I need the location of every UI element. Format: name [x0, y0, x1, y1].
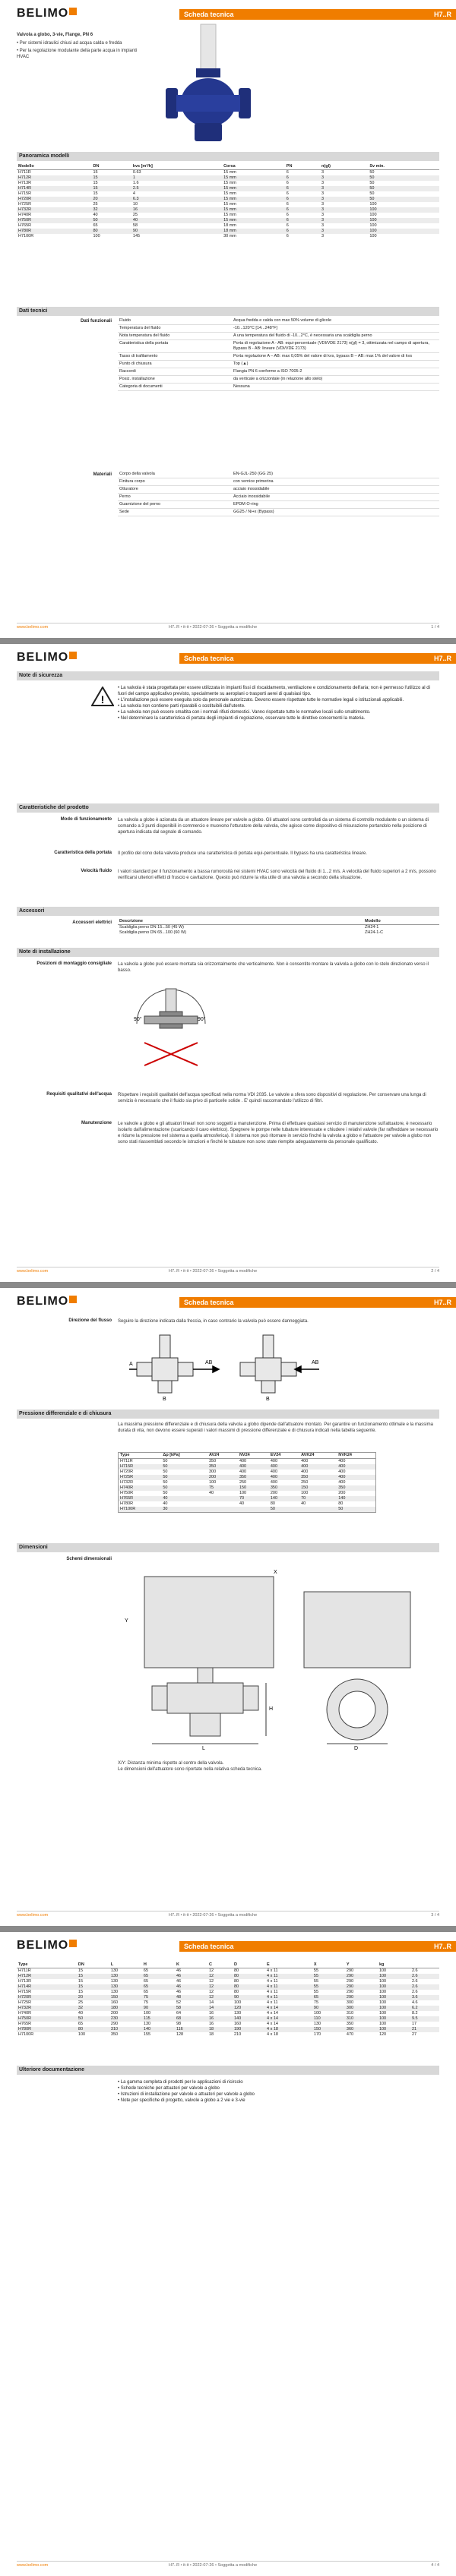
- spec-row: Fluido Acqua fredda e calda con max 50% volume di glicole: [118, 317, 439, 325]
- svg-text:90°: 90°: [198, 1017, 206, 1022]
- spec-row: Raccordi Flangia PN 6 conforme a ISO 7005-2: [118, 368, 439, 376]
- dimensions-table: [17, 1962, 439, 2038]
- header-band: Scheda tecnica H7..R: [179, 1297, 456, 1308]
- dp-table-row: H740R 50 75 150 350 150 350: [119, 1485, 376, 1491]
- svg-text:H: H: [269, 1706, 274, 1712]
- page-header: [17, 1294, 451, 1311]
- dp-table-row: H7100R 30 50 50: [119, 1507, 376, 1513]
- feature-label: Modo di funzionamento: [60, 817, 112, 822]
- page-footer: www.belimo.com H7..R • it-it • 2022-07-26 • Soggetta a modifiche 2 / 4: [17, 1267, 439, 1274]
- mounting-positions-diagram: [129, 978, 213, 1069]
- models-table-row: H720R 20 6.3 15 mm 6 3 50: [17, 197, 439, 202]
- belimo-logo: BELIMO: [17, 6, 77, 21]
- dimensions-table-header: Type DN L H K C D E X Y kg: [17, 1962, 439, 1968]
- dp-table: [118, 1452, 376, 1513]
- dp-table-header: Type Δp [kPa] AV24 NV24 EV24 AVK24 NVK24: [119, 1453, 376, 1459]
- models-table-row: H725R 25 10 15 mm 6 3 100: [18, 202, 377, 207]
- section-tech: Dati tecnici: [17, 307, 439, 316]
- svg-text:D: D: [354, 1746, 359, 1751]
- dp-text: La massima pressione differenziale e di chiusura della valvola a globo dipende dall'attuatore montato. Per garantire un funzionamento ottimale e la massima durata di vita, non devono essere superati i valori massimi di pressione differenziale e di chiusura indicati nella tabella seguente.: [118, 1422, 433, 1433]
- section-differential-pressure: Pressione differenziale e di chiusura: [17, 1410, 439, 1419]
- valve-product-image: [163, 23, 254, 144]
- functional-table: [118, 317, 439, 391]
- flow-direction-label: Direzione del flusso: [68, 1318, 112, 1323]
- footer-link[interactable]: www.belimo.com: [17, 2563, 49, 2568]
- page-1: [0, 0, 456, 638]
- belimo-logo: BELIMO: [17, 650, 77, 665]
- spec-row: Punto di chiusura Top (▲): [118, 361, 439, 368]
- section-features: Caratteristiche del prodotto: [17, 803, 439, 813]
- dp-table-row: H732R 50 100 250 400 250 400: [120, 1480, 346, 1485]
- feature-text: I valori standard per il funzionamento a bassa rumorosità nei sistemi HVAC sono velocità del fluido di 1...2 m/s. A velocità del fluido superiori a 2 m/s, possono verificarsi ulteriori effetti di fruscio e cavitazione. Questo può ridurre la vita utile di una valvola a secondo della situazione.: [118, 870, 436, 880]
- svg-text:AB: AB: [312, 1360, 319, 1365]
- dimension-drawings-label: Schemi dimensionali: [66, 1557, 112, 1561]
- spec-row: Caratteristica della portata Porta di regolazione A - AB: equi-percentuale (VDI/VDE 2173) n(gl) = 3, ottimizzata nel campo di apertura, Bypass B - AB: lineare (VDI/VDE 2173): [118, 340, 439, 353]
- models-table-row: H780R 80 90 18 mm 6 3 100: [17, 229, 439, 234]
- models-table-row: H740R 40 25 15 mm 6 3 100: [18, 213, 377, 217]
- dimensions-table-row: H750R 50 230 115 68 16 140 4 x 14 110 310 100 9.5: [17, 2016, 439, 2022]
- dimensions-table-row: H712R 15 130 65 46 12 80 4 x 11 55 290 100 2.6: [17, 1974, 439, 1979]
- install-position-text: La valvola a globo può essere montata sia orizzontalmente che verticalmente. Non è consentito montare la valvola a globo con lo stelo direzionato verso il basso.: [118, 962, 429, 973]
- dimensions-table-row: H732R 32 180 90 58 14 120 4 x 14 90 300 100 6.2: [17, 2006, 439, 2011]
- models-table-row: H7100R 100 145 30 mm 6 3 100: [18, 234, 377, 238]
- page-footer: www.belimo.com H7..R • it-it • 2022-07-26 • Soggetta a modifiche 1 / 4: [17, 623, 439, 630]
- page-4: [0, 1932, 456, 2576]
- models-table-row: H732R 32 16 15 mm 6 3 100: [17, 207, 439, 213]
- product-intro: Valvola a globo, 3-vie, Flange, PN 6 • Per sistemi idraulici chiusi ad acqua calda e fredda • Per la regolazione modulante della parte acqua in impianti HVAC: [17, 33, 138, 59]
- feature-label: Velocità fluido: [81, 869, 112, 873]
- spec-row: Sede GG25 / Ni+x (Bypass): [118, 509, 439, 516]
- svg-text:B: B: [266, 1397, 270, 1402]
- group-functional: Dati funzionali: [81, 319, 112, 324]
- svg-text:L: L: [202, 1746, 205, 1751]
- footer-link[interactable]: www.belimo.com: [17, 1913, 49, 1918]
- spec-row: Nota temperatura del fluido A una temperatura del fluido di -10...2°C, è necessaria una scaldiglia perno: [118, 333, 439, 340]
- page-header: [17, 650, 451, 667]
- dp-table-row: H715R 50 350 400 400 400 400: [119, 1464, 376, 1470]
- svg-text:X: X: [274, 1570, 277, 1575]
- dimensions-table-row: H765R 65 290 130 98 16 160 4 x 14 130 350 100 17: [18, 2022, 417, 2026]
- dp-table-row: H725R 50 200 350 400 350 400: [119, 1475, 376, 1480]
- dimensions-table-row: H740R 40 200 100 64 16 130 4 x 14 100 310 100 8.2: [18, 2011, 418, 2016]
- dp-table-row: H720R 50 300 400 400 400 400: [120, 1470, 346, 1474]
- spec-row: Guarnizione del perno EPDM O-ring: [118, 501, 439, 509]
- belimo-logo: BELIMO: [17, 1938, 77, 1953]
- header-band: Scheda tecnica H7..R: [179, 653, 456, 664]
- further-docs-list: • La gamma completa di prodotti per le applicazioni di ricircolo • Schede tecniche per attuatori per valvole a globo • Istruzioni di installazione per valvole e attuatori per valvole a globo • Note per specifiche di progetto, valvole a globo a 2 vie e 3-vie: [118, 2079, 439, 2104]
- dimension-note: X/Y: Distanza minima rispetto al centro della valvola.: [118, 1761, 224, 1766]
- spec-row: Otturatore acciaio inossidabile: [118, 486, 439, 494]
- page-footer: www.belimo.com H7..R • it-it • 2022-07-26 • Soggetta a modifiche 4 / 4: [17, 2561, 439, 2568]
- spec-row: Finitura corpo con vernice primerina: [118, 478, 439, 486]
- page-2: [0, 644, 456, 1282]
- dimensions-table-row: H713R 15 130 65 46 12 80 4 x 11 55 290 100 2.6: [18, 1979, 418, 1984]
- section-further-docs: Ulteriore documentazione: [17, 2066, 439, 2075]
- group-electrical-accessories: Accessori elettrici: [72, 920, 112, 925]
- svg-text:Y: Y: [125, 1618, 128, 1624]
- dimension-note: Le dimensioni dell'attuatore sono riportate nella relativa scheda tecnica.: [118, 1767, 262, 1772]
- dimensions-table-row: H711R 15 130 65 46 12 80 4 x 11 55 290 100 2.6: [18, 1968, 418, 1973]
- flow-direction-diagram: [129, 1332, 327, 1402]
- dp-table-row: H750R 50 40 100 200 100 200: [120, 1491, 346, 1495]
- section-installation: Note di installazione: [17, 948, 439, 957]
- dimensions-table-row: H715R 15 130 65 46 12 80 4 x 11 55 290 100 2.6: [18, 1990, 418, 1994]
- footer-link[interactable]: www.belimo.com: [17, 1269, 49, 1274]
- section-safety: Note di sicurezza: [17, 671, 439, 680]
- section-dimensions: Dimensioni: [17, 1543, 439, 1552]
- accessories-table: Descrizione Modello Scaldiglia perno DN 15...50 (45 W) ZH24-1 Scaldiglia perno DN 65...100 (60 W) ZH24-1-C: [118, 919, 439, 936]
- svg-text:A: A: [129, 1362, 133, 1367]
- water-quality-text: Rispettare i requisiti qualitativi dell'acqua specificati nella norma VDI 2035. Le valvole a sfera sono dispositivi di regolazione. Per conservare una lunga di servizio è necessario che il fluido sia privo di particelle solide . E' quindi raccomandato l'utilizzo di filtri.: [118, 1093, 426, 1103]
- dimension-drawing: [122, 1561, 426, 1751]
- svg-text:90°: 90°: [134, 1017, 142, 1022]
- models-table-row: H711R 15 0.63 15 mm 6 3 50: [18, 170, 375, 175]
- belimo-logo: BELIMO: [17, 1294, 77, 1309]
- models-table-row: H714R 15 2.5 15 mm 6 3 50: [17, 186, 439, 191]
- maintenance-text: Le valvole a globo e gli attuatori lineari non sono soggetti a manutenzione. Prima di effettuare qualsiasi servizio di manutenzione sull'attuatore, è necessario isolarlo dall'alimentazione (scaricando il cavo elettrico). Spegnere le pompe nelle tubature interessate e chiudere i relativi valvole (far raffreddare se necessario e ridurre la pressione nel sistema a quella atmosferica). Il sistema non può ritornare in servizio finché la valvola a globo e l'attuatore per valvole a globo non sono stati riassemblati secondo le istruzioni e finché le tubature non sono state riempite adeguatamente da personale qualificato.: [118, 1122, 439, 1144]
- spec-row: Temperatura del fluido -10...120°C [14...248°F]: [118, 325, 439, 333]
- svg-text:B: B: [163, 1397, 166, 1402]
- spec-row: Categoria di documenti Nessuna: [118, 384, 439, 391]
- spec-row: Perno Acciaio inossidabile: [118, 494, 439, 501]
- models-table-row: H750R 50 40 15 mm 6 3 100: [17, 218, 439, 223]
- group-materials: Materiali: [93, 472, 112, 477]
- dimensions-table-row: H720R 20 150 75 48 12 90 4 x 11 65 290 100 3.6: [17, 1995, 439, 2000]
- header-band: Scheda tecnica H7..R: [179, 1941, 456, 1952]
- header-band: Scheda tecnica H7..R: [179, 9, 456, 20]
- feature-text: La valvola a globo è azionata da un attuatore lineare per valvole a globo. Gli attuatori sono controllati da un sistema di controllo modulante o un sistema di comando a 3 punti disponibili in commercio e muovono l'otturatore della valvola, che agisce come dispositivo di misurazione portandolo nella posizione di apertura indicata dal segnale di comando.: [118, 818, 429, 835]
- spec-row: Posiz. installazione da verticale a orizzontale (in relazione allo stelo): [118, 376, 439, 384]
- water-quality-label: Requisiti qualitativi dell'acqua: [46, 1092, 112, 1097]
- models-table-row: H713R 15 1.6 15 mm 6 3 50: [18, 181, 375, 185]
- dimensions-table-row: H7100R 100 350 155 128 18 210 4 x 18 170 470 120 27: [18, 2032, 417, 2037]
- dp-table-row: H711R 50 350 400 400 400 400: [120, 1459, 346, 1463]
- dimensions-table-row: H714R 15 130 65 46 12 80 4 x 11 55 290 100 2.6: [17, 1984, 439, 1990]
- models-table-row: H712R 15 1 15 mm 6 3 50: [17, 175, 439, 181]
- page-header: [17, 6, 451, 23]
- maintenance-label: Manutenzione: [81, 1121, 112, 1125]
- safety-list: • La valvola è stata progettata per essere utilizzata in impianti fissi di riscaldamento, ventilazione e condizionamento dell'aria; non è permesso l'utilizzo al di fuori del campo applicativo previsto, specialmente su aeroplani o trasporti aerei di qualsiasi tipo. • L'installazione può essere eseguita solo da personale autorizzato. Devono essere rispettate tutte le normative legali o istituzionali applicabili. • La valvola non contiene parti riparabili o sostituibili dall'utente. • La valvola non può essere smaltita con i normali rifiuti domestici. Vanno rispettate tutte le normative locali sullo smaltimento. • Nel determinare la caratteristica di portata degli impianti di regolazione, osservare tutte le direttive concernenti la materia.: [118, 685, 439, 721]
- models-table-row: H715R 15 4 15 mm 6 3 50: [18, 191, 375, 196]
- page-3: [0, 1288, 456, 1926]
- section-accessories: Accessori: [17, 907, 439, 916]
- flow-direction-text: Seguire la direzione indicata dalla freccia, in caso contrario la valvola può essere danneggiata.: [118, 1319, 309, 1324]
- feature-text: Il profilo del cono della valvola produce una caratteristica di portata equi-percentuale. Il bypass ha una caratteristica lineare.: [118, 851, 367, 856]
- feature-label: Caratteristica della portata: [54, 851, 112, 855]
- page-footer: www.belimo.com H7..R • it-it • 2022-07-26 • Soggetta a modifiche 3 / 4: [17, 1911, 439, 1918]
- footer-link[interactable]: www.belimo.com: [17, 625, 49, 630]
- models-table-row: H765R 65 58 18 mm 6 3 100: [18, 223, 377, 228]
- spec-row: Corpo della valvola EN-GJL-250 (GG 25): [118, 471, 439, 478]
- svg-text:AB: AB: [205, 1360, 213, 1365]
- dp-table-row: H780R 40 40 80 40 80: [120, 1501, 344, 1506]
- svg-text:!: !: [100, 693, 105, 706]
- models-table-header: Modello DN kvs [m³/h] Corsa PN n(gl) Sv min.: [17, 164, 439, 170]
- warning-icon: [91, 687, 114, 706]
- dimensions-table-row: H780R 80 310 140 116 18 190 4 x 18 150 360 100 21: [17, 2027, 439, 2032]
- models-table: [17, 164, 439, 239]
- install-position-label: Posizioni di montaggio consigliate: [36, 961, 112, 966]
- dp-table-row: H765R 40 70 140 70 140: [119, 1496, 376, 1501]
- section-models: Panoramica modelli: [17, 152, 439, 161]
- dimensions-table-row: H725R 25 160 75 52 14 100 4 x 11 75 300 100 4.6: [18, 2000, 418, 2005]
- page-header: [17, 1938, 451, 1955]
- spec-row: Tasso di trafilamento Porta regolazione A – AB: max 0,05% del valore di kvs, bypass B – AB: max 1% del valore di kvs: [118, 353, 439, 361]
- materials-table: [118, 471, 439, 516]
